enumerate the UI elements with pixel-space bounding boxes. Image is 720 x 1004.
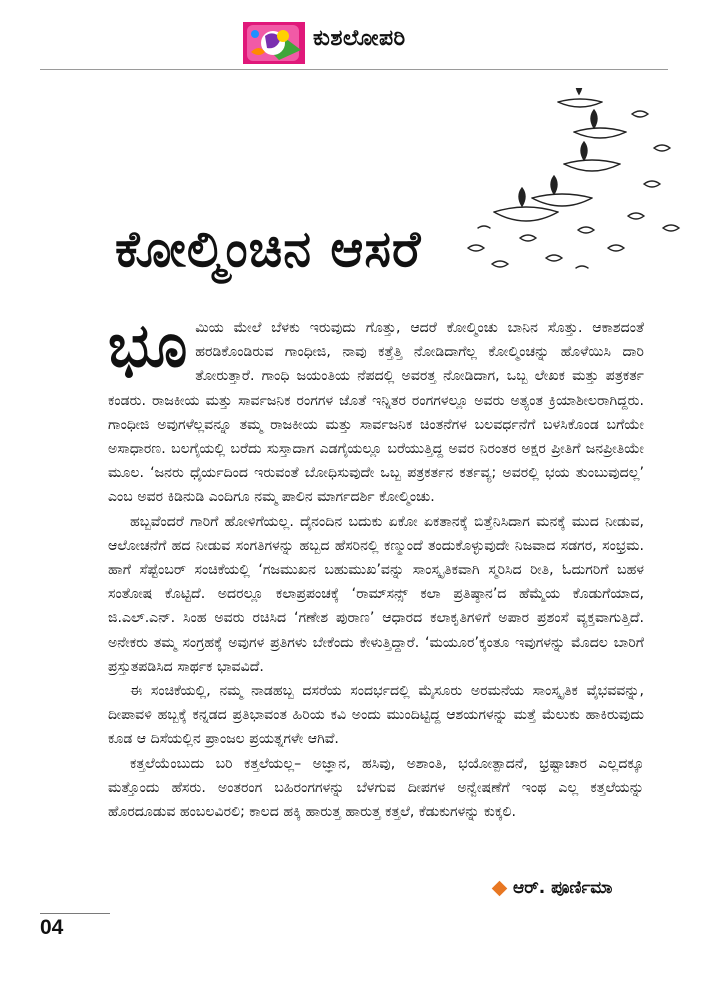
section-title: ಕುಶಲೋಪರಿ	[313, 26, 406, 51]
article-body	[108, 311, 644, 824]
paragraph: ಹಬ್ಬವೆಂದರೆ ಗಾರಿಗೆ ಹೋಳಿಗೆಯಲ್ಲ. ದೈನಂದಿನ ಬದುಕು ಏಕೋ ಏಕತಾನಕ್ಕೆ ಬಿತ್ತೆನಿಸಿದಾಗ ಮನಕ್ಕೆ ಮುದ ನೀಡುವ, ಆಲೋಚನೆಗೆ ಹದ ನೀಡುವ ಸಂಗತಿಗಳನ್ನು ಹಬ್ಬದ ಹೆಸರಿನಲ್ಲಿ ಕಣ್ಮುಂದೆ ತಂದುಕೊಳ್ಳುವುದೇ ನಿಜವಾದ ಸಡಗರ, ಸಂಭ್ರಮ. ಹಾಗೆ ಸೆಪ್ಟೆಂಬರ್ ಸಂಚಿಕೆಯಲ್ಲಿ ‘ಗಜಮುಖನ ಬಹುಮುಖ’ವನ್ನು ಸಾಂಸ್ಕೃತಿಕವಾಗಿ ಸ್ಮರಿಸಿದ ರೀತಿ, ಓದುಗರಿಗೆ ಬಹಳ ಸಂತೋಷ ಕೊಟ್ಟಿದೆ. ಅದರಲ್ಲೂ ಕಲಾಪ್ರಪಂಚಕ್ಕೆ ‘ರಾಮ್‌ಸನ್ಸ್ ಕಲಾ ಪ್ರತಿಷ್ಠಾನ’ದ ಹೆಮ್ಮೆಯ ಕೊಡುಗೆಯಾದ, ಜಿ.ಎಲ್.ಎನ್. ಸಿಂಹ ಅವರು ರಚಿಸಿದ ‘ಗಣೇಶ ಪುರಾಣ’ ಆಧಾರದ ಕಲಾಕೃತಿಗಳಿಗೆ ಅಪಾರ ಪ್ರಶಂಸೆ ವ್ಯಕ್ತವಾಗುತ್ತಿದೆ. ಅನೇಕರು ತಮ್ಮ ಸಂಗ್ರಹಕ್ಕೆ ಅವುಗಳ ಪ್ರತಿಗಳು ಬೇಕೆಂದು ಕೇಳುತ್ತಿದ್ದಾರೆ. ‘ಮಯೂರ’ಕ್ಕಂತೂ ಇವುಗಳನ್ನು ಮೊದಲ ಬಾರಿಗೆ ಪ್ರಸ್ತುತಪಡಿಸಿದ ಸಾರ್ಥಕ ಭಾವವಿದೆ.	[108, 513, 644, 675]
diamond-bullet-icon	[492, 880, 508, 896]
page-number-rule	[40, 913, 110, 914]
paragraph	[108, 311, 644, 510]
oil-lamps-illustration	[458, 88, 698, 278]
author-byline	[494, 878, 612, 898]
article-title: ಕೋಲ್ಮಿಂಚಿನ ಆಸರೆ	[115, 220, 422, 278]
paragraph-text: ಮಿಯ ಮೇಲೆ ಬೆಳಕು ಇರುವುದು ಗೊತ್ತು, ಆದರೆ ಕೋಲ್ಮಿಂಚು ಬಾನಿನ ಸೊತ್ತು. ಆಕಾಶದಂತೆ ಹರಡಿಕೊಂಡಿರುವ ಗಾಂಧೀಜಿ, ನಾವು ಕತ್ತೆತ್ತಿ ನೋಡಿದಾಗೆಲ್ಲ ಕೋಲ್ಮಿಂಚನ್ನು ಹೊಳೆಯಿಸಿ ದಾರಿ ತೋರುತ್ತಾರೆ. ಗಾಂಧಿ ಜಯಂತಿಯ ನೆಪದಲ್ಲಿ ಅವರತ್ತ ನೋಡಿದಾಗ, ಒಬ್ಬ ಲೇಖಕ ಮತ್ತು ಪತ್ರಕರ್ತ ಕಂಡರು. ರಾಜಕೀಯ ಮತ್ತು ಸಾರ್ವಜನಿಕ ರಂಗಗಳ ಜೊತೆ ಇನ್ನಿತರ ರಂಗಗಳಲ್ಲೂ ಅವರು ಅತ್ಯಂತ ಕ್ರಿಯಾಶೀಲರಾಗಿದ್ದರು. ಗಾಂಧೀಜಿ ಅವುಗಳೆಲ್ಲವನ್ನೂ ತಮ್ಮ ರಾಜಕೀಯ ಮತ್ತು ಸಾರ್ವಜನಿಕ ಚಿಂತನೆಗಳ ಬಲವರ್ಧನೆಗೆ ಬಳಸಿಕೊಂಡ ಬಗೆಯೇ ಅಸಾಧಾರಣ. ಬಲಗೈಯಲ್ಲಿ ಬರೆದು ಸುಸ್ತಾದಾಗ ಎಡಗೈಯಲ್ಲೂ ಬರೆಯುತ್ತಿದ್ದ ಅವರ ನಿರಂತರ ಅಕ್ಷರ ಪ್ರೀತಿಗೆ ಜನಪ್ರೀತಿಯೇ ಮೂಲ. ‘ಜನರು ಧೈರ್ಯದಿಂದ ಇರುವಂತೆ ಬೋಧಿಸುವುದೇ ಒಬ್ಬ ಪತ್ರಕರ್ತನ ಕರ್ತವ್ಯ; ಅವರಲ್ಲಿ ಭಯ ತುಂಬುವುದಲ್ಲ’ ಎಂಬ ಅವರ ಕಿಡಿನುಡಿ ಎಂದಿಗೂ ನಮ್ಮ ಪಾಲಿನ ಮಾರ್ಗದರ್ಶಿ ಕೋಲ್ಮಿಂಚು.	[108, 320, 644, 506]
author-name: ಆರ್. ಪೂರ್ಣಿಮಾ	[513, 878, 613, 898]
page-number: 04	[40, 916, 64, 939]
paragraph: ಕತ್ತಲೆಯೆಂಬುದು ಬರಿ ಕತ್ತಲೆಯಲ್ಲ– ಅಜ್ಞಾನ, ಹಸಿವು, ಅಶಾಂತಿ, ಭಯೋತ್ಪಾದನೆ, ಭ್ರಷ್ಟಾಚಾರ ಎಲ್ಲದಕ್ಕೂ ಮತ್ತೊಂದು ಹೆಸರು. ಅಂತರಂಗ ಬಹಿರಂಗಗಳನ್ನು ಬೆಳಗುವ ದೀಪಗಳ ಅನ್ವೇಷಣೆಗೆ ಇಂಥ ಎಲ್ಲ ಕತ್ತಲೆಯನ್ನು ಹೊರದೂಡುವ ಹಂಬಲವಿರಲಿ; ಕಾಲದ ಹಕ್ಕಿ ಹಾರುತ್ತ ಹಾರುತ್ತ ಕತ್ತಲೆ, ಕೆಡುಕುಗಳನ್ನು ಕುಕ್ಕಲಿ.	[108, 755, 644, 821]
header-divider	[40, 69, 668, 70]
drop-cap: ಭೂ	[108, 311, 188, 381]
paragraph: ಈ ಸಂಚಿಕೆಯಲ್ಲಿ, ನಮ್ಮ ನಾಡಹಬ್ಬ ದಸರೆಯ ಸಂದರ್ಭದಲ್ಲಿ ಮೈಸೂರು ಅರಮನೆಯ ಸಾಂಸ್ಕೃತಿಕ ವೈಭವವನ್ನು, ದೀಪಾವಳಿ ಹಬ್ಬಕ್ಕೆ ಕನ್ನಡದ ಪ್ರತಿಭಾವಂತ ಹಿರಿಯ ಕವಿ ಅಂದು ಮುಂದಿಟ್ಟಿದ್ದ ಆಶಯಗಳನ್ನು ಮತ್ತೆ ಮೆಲುಕು ಹಾಕಿರುವುದು ಕೂಡ ಆ ದಿಸೆಯಲ್ಲಿನ ಪ್ರಾಂಜಲ ಪ್ರಯತ್ನಗಳೇ ಆಗಿವೆ.	[108, 683, 644, 748]
colorful-bird-logo-icon	[243, 22, 305, 64]
